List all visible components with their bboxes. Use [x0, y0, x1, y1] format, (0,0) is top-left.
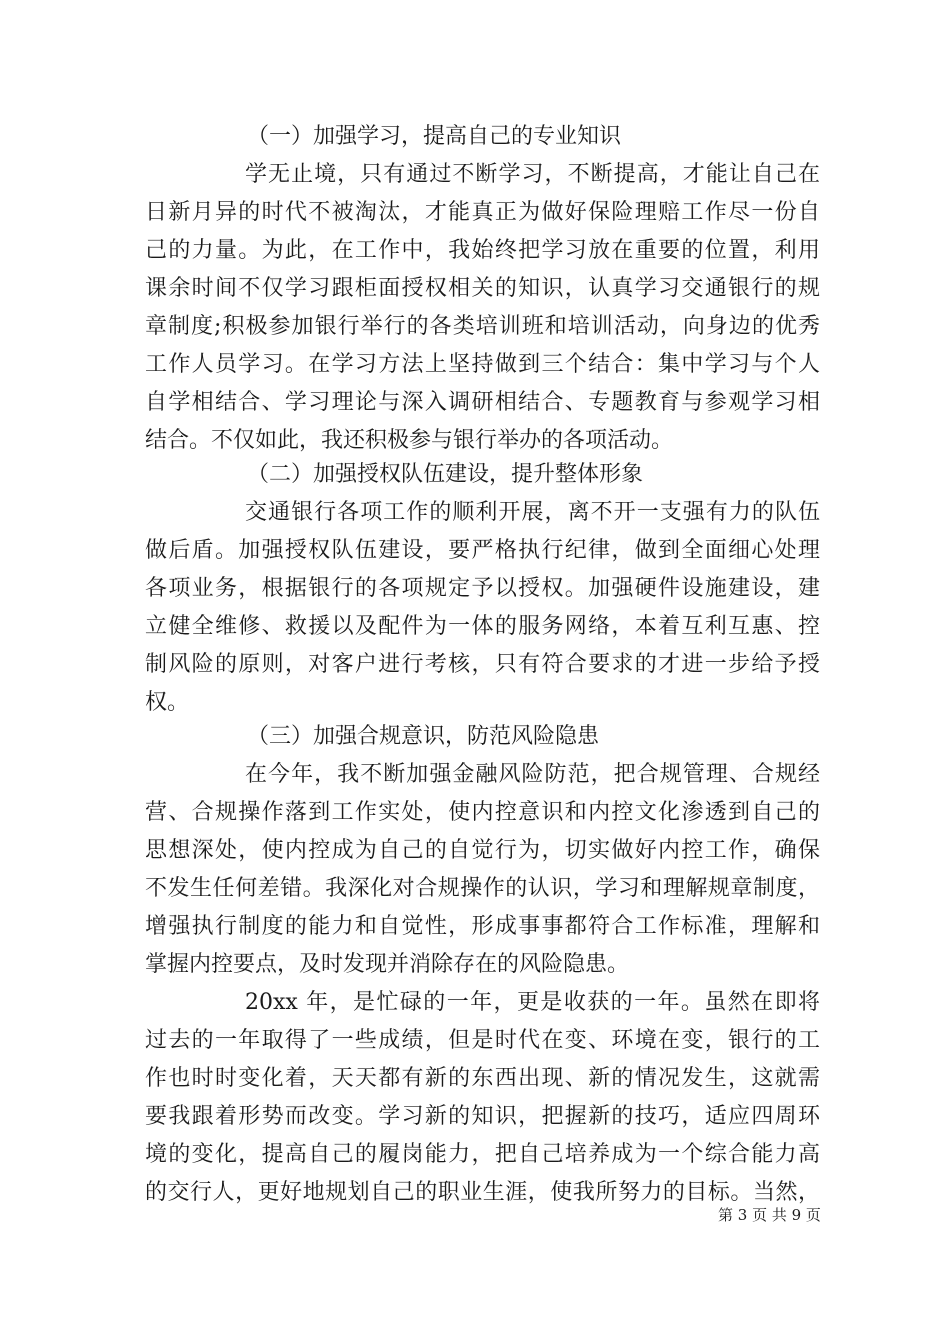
paragraph-line: 掌握内控要点，及时发现并消除存在的风险隐患。	[145, 952, 630, 977]
section-heading-3: （三）加强合规意识，防范风险隐患	[247, 724, 600, 749]
paragraph-line: 权。	[145, 690, 190, 715]
paragraph-line: 工作人员学习。在学习方法上坚持做到三个结合：集中学习与个人	[145, 352, 820, 377]
paragraph-line: 过去的一年取得了一些成绩，但是时代在变、环境在变，银行的工	[145, 1028, 820, 1053]
paragraph-line: 课余时间不仅学习跟柜面授权相关的知识，认真学习交通银行的规	[145, 276, 820, 301]
paragraph-line: 自学相结合、学习理论与深入调研相结合、专题教育与参观学习相	[145, 390, 820, 415]
paragraph-line: 结合。不仅如此，我还积极参与银行举办的各项活动。	[145, 428, 674, 453]
paragraph-line: 增强执行制度的能力和自觉性，形成事事都符合工作标准，理解和	[145, 914, 820, 939]
paragraph-line: 作也时时变化着，天天都有新的东西出现、新的情况发生，这就需	[145, 1066, 820, 1091]
paragraph-line: 日新月异的时代不被淘汰，才能真正为做好保险理赔工作尽一份自	[145, 200, 820, 225]
paragraph-line: 20xx 年，是忙碌的一年，更是收获的一年。虽然在即将	[245, 990, 820, 1015]
section-heading-2: （二）加强授权队伍建设，提升整体形象	[247, 462, 644, 487]
paragraph-line: 制风险的原则，对客户进行考核，只有符合要求的才进一步给予授	[145, 652, 820, 677]
paragraph-line: 境的变化，提高自己的履岗能力，把自己培养成为一个综合能力高	[145, 1142, 820, 1167]
paragraph-line: 章制度;积极参加银行举行的各类培训班和培训活动，向身边的优秀	[145, 314, 820, 339]
paragraph-line: 立健全维修、救援以及配件为一体的服务网络，本着互利互惠、控	[145, 614, 820, 639]
paragraph-line: 在今年，我不断加强金融风险防范，把合规管理、合规经	[245, 762, 820, 787]
section-heading-1: （一）加强学习，提高自己的专业知识	[247, 124, 622, 149]
paragraph-line: 学无止境，只有通过不断学习，不断提高，才能让自己在	[245, 162, 820, 187]
paragraph-line: 营、合规操作落到工作实处，使内控意识和内控文化渗透到自己的	[145, 800, 820, 825]
paragraph-line: 交通银行各项工作的顺利开展，离不开一支强有力的队伍	[245, 500, 820, 525]
paragraph-line: 不发生任何差错。我深化对合规操作的认识，学习和理解规章制度，	[145, 876, 820, 901]
paragraph-line: 己的力量。为此，在工作中，我始终把学习放在重要的位置，利用	[145, 238, 820, 263]
paragraph-line: 要我跟着形势而改变。学习新的知识，把握新的技巧，适应四周环	[145, 1104, 820, 1129]
paragraph-line: 思想深处，使内控成为自己的自觉行为，切实做好内控工作，确保	[145, 838, 820, 863]
paragraph-line: 做后盾。加强授权队伍建设，要严格执行纪律，做到全面细心处理	[145, 538, 820, 563]
page-number-footer: 第 3 页 共 9 页	[718, 1206, 821, 1224]
paragraph-line: 各项业务，根据银行的各项规定予以授权。加强硬件设施建设，建	[145, 576, 820, 601]
paragraph-line: 的交行人，更好地规划自己的职业生涯，使我所努力的目标。当然，	[145, 1180, 820, 1205]
